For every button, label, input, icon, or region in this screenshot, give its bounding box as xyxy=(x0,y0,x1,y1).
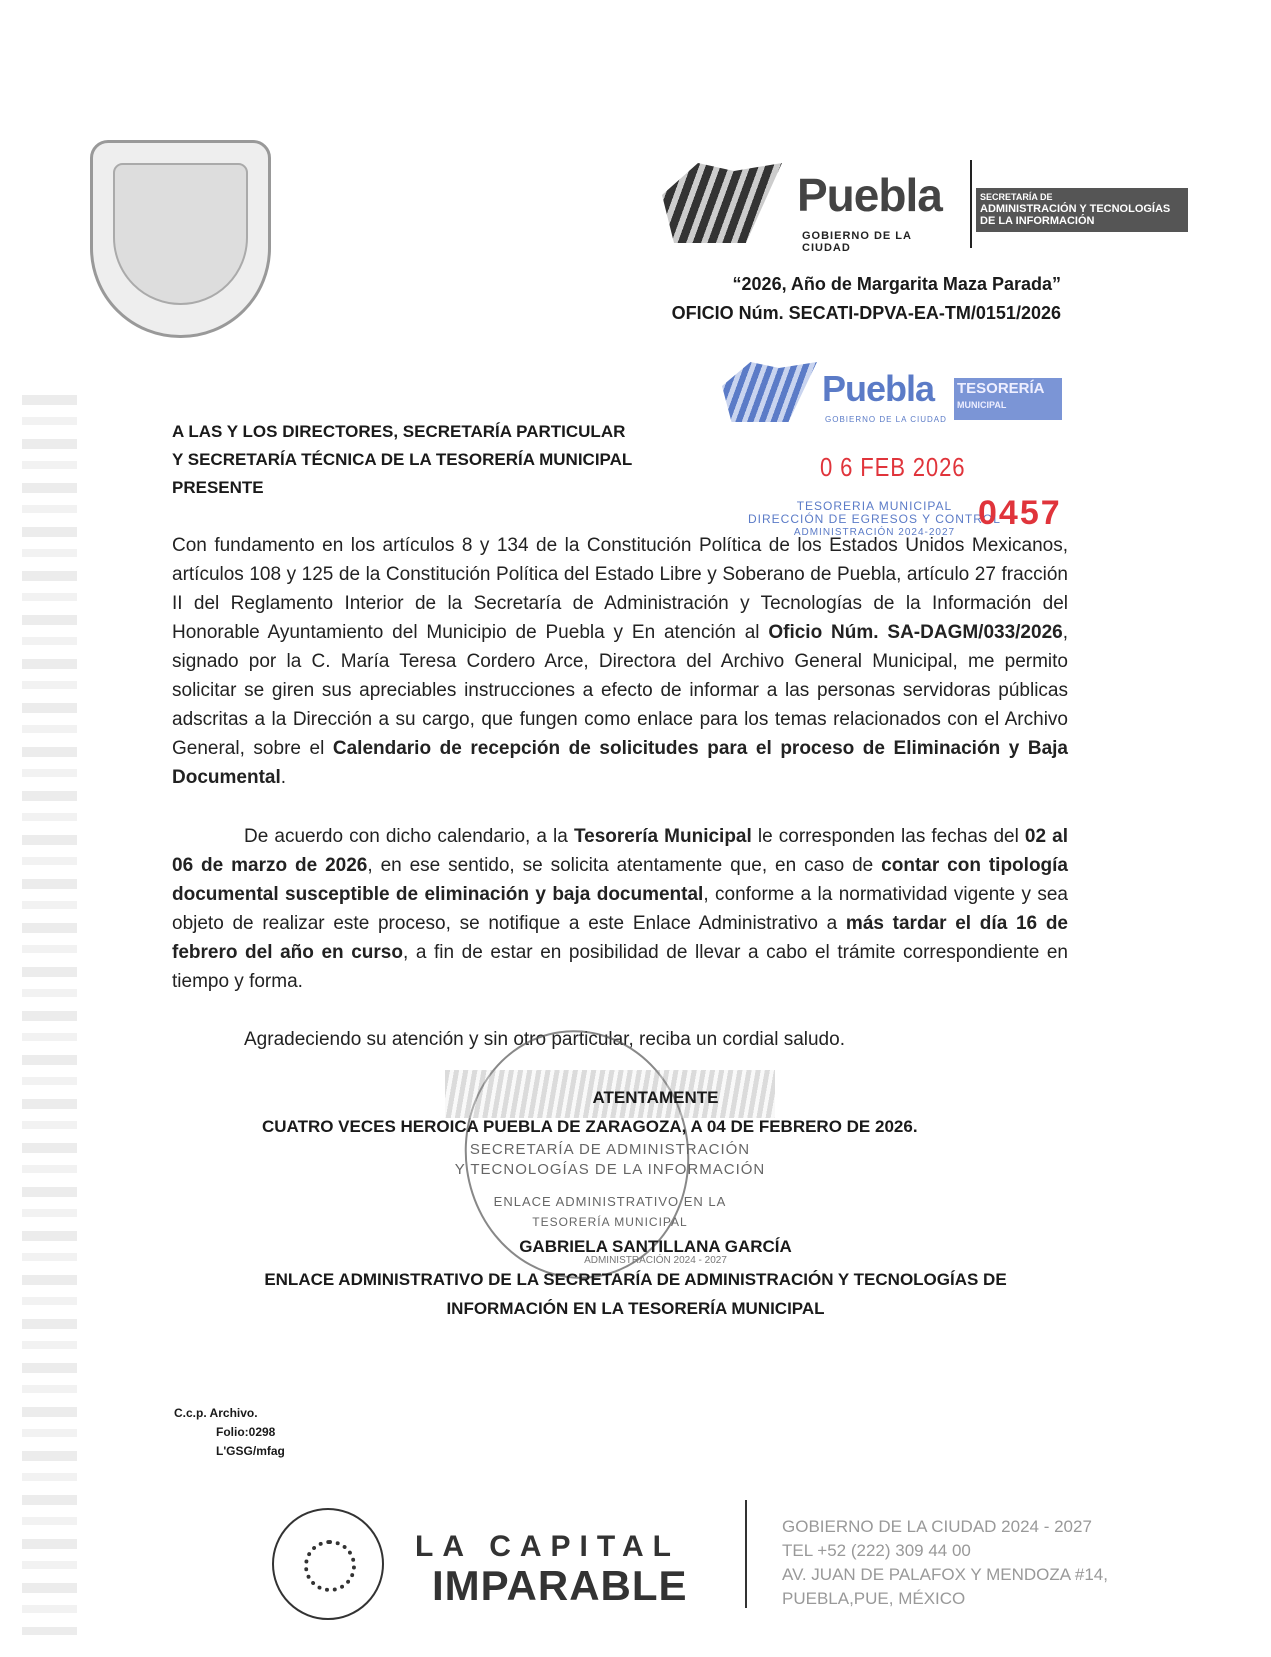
received-date-stamp: 0 6 FEB 2026 xyxy=(820,452,966,482)
addressee-line: Y SECRETARÍA TÉCNICA DE LA TESORERÍA MUNICIPAL xyxy=(172,450,633,469)
atentamente-label: ATENTAMENTE xyxy=(592,1088,719,1107)
footer-address: AV. JUAN DE PALAFOX Y MENDOZA #14, xyxy=(782,1565,1108,1584)
addressee-block xyxy=(172,418,632,502)
municipal-coat-of-arms xyxy=(90,140,271,338)
addressee-salutation: PRESENTE xyxy=(172,478,264,497)
dept-line: ADMINISTRACIÓN Y TECNOLOGÍAS xyxy=(980,203,1171,215)
logo-subtitle: GOBIERNO DE LA CIUDAD xyxy=(802,230,912,254)
deadline: más tardar el día 16 de febrero del año en curso xyxy=(172,913,1068,963)
folio-line: Folio:0298 xyxy=(216,1425,276,1439)
equality-certification-seal xyxy=(272,1508,384,1620)
stamp-logo-subtitle: GOBIERNO DE LA CIUDAD xyxy=(825,415,947,424)
signer-title xyxy=(0,1265,1271,1323)
stamp-line: ADMINISTRACIÓN 2024-2027 xyxy=(793,527,956,538)
text-run: , conforme a la normatividad vigente y sea objeto de realizar este proceso, se notifique a este Enlace Administrativo a xyxy=(172,884,1068,934)
signer-title-line: ENLACE ADMINISTRATIVO DE LA SECRETARÍA DE ADMINISTRACIÓN Y TECNOLOGÍAS DE xyxy=(264,1270,1007,1289)
tesoreria-receipt-stamp xyxy=(722,360,1062,430)
footer-divider xyxy=(745,1500,747,1608)
assigned-dates: 02 al 06 de marzo de 2026 xyxy=(172,826,1068,876)
year-motto: “2026, Año de Margarita Maza Parada” xyxy=(732,274,1061,294)
puebla-logo-icon xyxy=(662,163,782,243)
receipt-folio-number: 0457 xyxy=(978,494,1062,532)
logo-word: Puebla xyxy=(797,169,942,221)
bold-run: Tesorería Municipal xyxy=(573,826,752,847)
dept-line: SECRETARÍA DE xyxy=(980,192,1053,202)
footer-city: PUEBLA,PUE, MÉXICO xyxy=(782,1589,966,1608)
addressee-line: A LAS Y LOS DIRECTORES, SECRETARÍA PARTICULAR xyxy=(172,422,626,441)
stamp-line: TESORERÍA MUNICIPAL xyxy=(532,1215,688,1229)
stamp-line: DIRECCIÓN DE EGRESOS Y CONTROL xyxy=(748,512,1001,526)
text-run: le corresponden las fechas del xyxy=(751,826,1025,847)
text-run: De acuerdo con dicho calendario, a la xyxy=(244,826,574,847)
ccp-line: C.c.p. Archivo. xyxy=(174,1406,258,1420)
footer-phone: TEL +52 (222) 309 44 00 xyxy=(782,1541,971,1560)
dept-line: DE LA INFORMACIÓN xyxy=(980,215,1095,227)
stamp-line: Y TECNOLOGÍAS DE LA INFORMACIÓN xyxy=(454,1161,766,1178)
closing-line: Agradeciendo su atención y sin otro particular, reciba un cordial saludo. xyxy=(244,1029,845,1050)
stamp-box-line: TESORERÍA xyxy=(957,380,1045,397)
logo-divider xyxy=(970,160,972,248)
text-run: Con fundamento en los artículos 8 y 134 de la Constitución Política de los Estados Unidos Mexicanos, artículos 108 y 125 de la Constitución Política del Estado Libre y Soberano de Puebla, artículo 27 fracción II del Reglamento Interior de la Secretaría de Administración y Tecnologías de la Información del Honorable Ayuntamiento del Municipio de Puebla y En atención al xyxy=(172,535,1068,643)
slogan-bottom: IMPARABLE xyxy=(432,1562,688,1609)
ccp-block xyxy=(174,1404,285,1461)
stamp-line: ADMINISTRACIÓN 2024 - 2027 xyxy=(584,1255,727,1266)
department-box xyxy=(976,188,1188,232)
place-and-date: CUATRO VECES HEROICA PUEBLA DE ZARAGOZA, A 04 DE FEBRERO DE 2026. xyxy=(262,1117,918,1136)
calendar-subject: Calendario de recepción de solicitudes para el proceso de Eliminación y Baja Documental xyxy=(172,738,1068,788)
text-run: , signado por la C. María Teresa Cordero Arce, Directora del Archivo General Municipal, me permito solicitar se giren sus apreciables instrucciones a efecto de informar a las personas servidoras públicas adscritas a la Dirección a su cargo, que fungen como enlace para los temas relacionados con el Archivo General, sobre el xyxy=(172,622,1068,759)
initials-line: L'GSG/mfag xyxy=(216,1444,285,1458)
text-run: , en ese sentido, se solicita atentamente que, en caso de xyxy=(367,855,882,876)
stamp-line: TESORERIA MUNICIPAL xyxy=(796,499,953,513)
body-paragraph-1 xyxy=(172,531,1068,792)
signer-name: GABRIELA SANTILLANA GARCÍA xyxy=(519,1237,792,1256)
stamp-line: ENLACE ADMINISTRATIVO EN LA xyxy=(493,1194,727,1209)
signature-stamp-text xyxy=(430,1140,790,1232)
footer-line: GOBIERNO DE LA CIUDAD 2024 - 2027 xyxy=(782,1517,1092,1536)
text-run: , a fin de estar en posibilidad de llevar a cabo el trámite correspondiente en tiempo y forma. xyxy=(172,942,1068,992)
text-run: . xyxy=(280,767,287,788)
signer-title-line: INFORMACIÓN EN LA TESORERÍA MUNICIPAL xyxy=(446,1299,825,1318)
stamp-logo-icon xyxy=(722,362,817,422)
body-paragraph-2 xyxy=(172,822,1068,996)
referenced-oficio: Oficio Núm. SA-DAGM/033/2026 xyxy=(768,622,1063,643)
scan-edge-pattern xyxy=(22,395,77,1635)
stamp-line: SECRETARÍA DE ADMINISTRACIÓN xyxy=(469,1141,751,1158)
stamp-box xyxy=(954,378,1062,420)
seal-icon xyxy=(304,1540,356,1592)
stamp-box-line: MUNICIPAL xyxy=(957,400,1007,410)
stamp-logo-word: Puebla xyxy=(822,368,935,409)
bold-run: contar con tipología documental susceptible de eliminación y baja documental xyxy=(172,855,1068,905)
slogan-top: LA CAPITAL xyxy=(415,1530,680,1563)
oficio-number: OFICIO Núm. SECATI-DPVA-EA-TM/0151/2026 xyxy=(671,303,1061,323)
footer-contact xyxy=(782,1515,1108,1611)
puebla-logo xyxy=(662,158,962,254)
